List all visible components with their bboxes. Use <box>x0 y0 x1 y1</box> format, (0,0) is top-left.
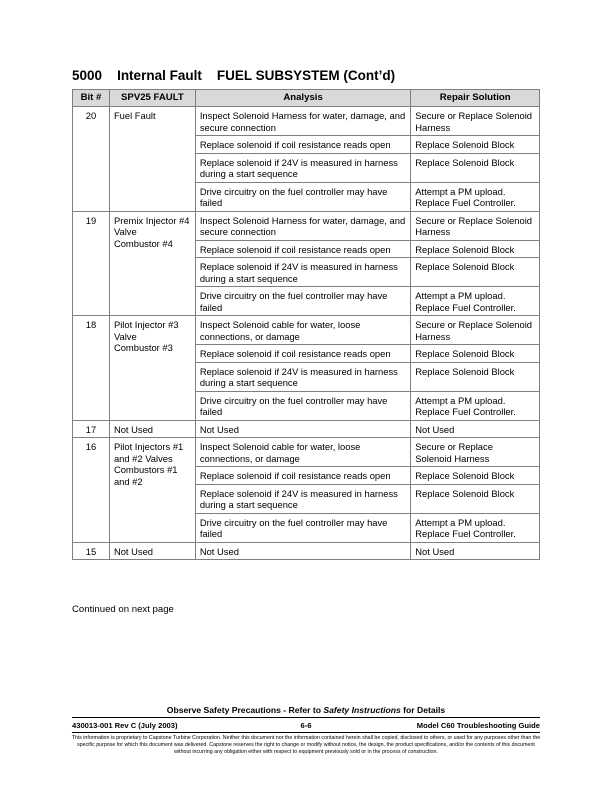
footer-rule-top <box>72 717 540 718</box>
fault-cell: Premix Injector #4 Valve Combustor #4 <box>109 211 195 316</box>
fault-cell: Fuel Fault <box>109 107 195 212</box>
table-body <box>73 107 540 560</box>
repair-cell: Attempt a PM upload. Replace Fuel Controller. <box>411 287 540 316</box>
repair-cell: Attempt a PM upload. Replace Fuel Controller. <box>411 391 540 420</box>
guide-title: Model C60 Troubleshooting Guide <box>416 721 540 730</box>
repair-cell: Secure or Replace Solenoid Harness <box>411 211 540 240</box>
analysis-cell: Replace solenoid if 24V is measured in harness during a start sequence <box>195 362 410 391</box>
subsystem-name: FUEL SUBSYSTEM (Cont’d) <box>216 68 396 83</box>
fault-cell: Not Used <box>109 542 195 560</box>
table-row <box>73 438 540 467</box>
repair-cell: Secure or Replace Solenoid Harness <box>411 107 540 136</box>
bit-number-cell: 20 <box>73 107 110 212</box>
analysis-cell: Inspect Solenoid Harness for water, damage, and secure connection <box>195 211 410 240</box>
table-row <box>73 542 540 560</box>
repair-cell: Replace Solenoid Block <box>411 258 540 287</box>
analysis-cell: Replace solenoid if coil resistance reads open <box>195 467 410 485</box>
analysis-cell: Drive circuitry on the fuel controller may have failed <box>195 513 410 542</box>
col-header-fault: SPV25 FAULT <box>109 90 195 107</box>
repair-cell: Replace Solenoid Block <box>411 345 540 363</box>
table-header-row <box>73 90 540 107</box>
repair-cell: Attempt a PM upload. Replace Fuel Controller. <box>411 182 540 211</box>
table-row <box>73 316 540 345</box>
repair-cell: Not Used <box>411 420 540 438</box>
repair-cell: Replace Solenoid Block <box>411 362 540 391</box>
table-row <box>73 211 540 240</box>
repair-cell: Attempt a PM upload. Replace Fuel Controller. <box>411 513 540 542</box>
footer-rule-bottom <box>72 732 540 733</box>
fault-cell: Pilot Injectors #1 and #2 Valves Combustors #1 and #2 <box>109 438 195 543</box>
safety-instructions-ref: Safety Instructions <box>323 705 401 715</box>
repair-cell: Replace Solenoid Block <box>411 153 540 182</box>
analysis-cell: Drive circuitry on the fuel controller may have failed <box>195 391 410 420</box>
bit-number-cell: 18 <box>73 316 110 421</box>
fault-name: Internal Fault <box>117 68 202 83</box>
fault-cell: Pilot Injector #3 Valve Combustor #3 <box>109 316 195 421</box>
bit-number-cell: 19 <box>73 211 110 316</box>
repair-cell: Replace Solenoid Block <box>411 467 540 485</box>
bit-number-cell: 15 <box>73 542 110 560</box>
safety-notice <box>72 705 540 715</box>
fault-table <box>72 89 540 560</box>
safety-prefix: Observe Safety Precautions - Refer to <box>166 705 324 715</box>
analysis-cell: Replace solenoid if 24V is measured in harness during a start sequence <box>195 153 410 182</box>
analysis-cell: Inspect Solenoid Harness for water, damage, and secure connection <box>195 107 410 136</box>
repair-cell: Replace Solenoid Block <box>411 240 540 258</box>
fault-cell: Not Used <box>109 420 195 438</box>
repair-cell: Not Used <box>411 542 540 560</box>
analysis-cell: Inspect Solenoid cable for water, loose connections, or damage <box>195 438 410 467</box>
analysis-cell: Not Used <box>195 542 410 560</box>
repair-cell: Replace Solenoid Block <box>411 136 540 154</box>
analysis-cell: Drive circuitry on the fuel controller may have failed <box>195 287 410 316</box>
safety-suffix: for Details <box>400 705 446 715</box>
col-header-analysis: Analysis <box>195 90 410 107</box>
repair-cell: Secure or Replace Solenoid Harness <box>411 316 540 345</box>
disclaimer: This information is proprietary to Capstone Turbine Corporation. Neither this document nor the information contained herein shall be copied, disclosed to others, or used for any purposes other than the specific purpose for which this document was delivered. Capstone reserves the right to change or modify without notice, the design, the product specifications, and/or the contents of this document without incurring any obligation either with respect to equipment previously sold or in the process of construction. <box>71 735 541 755</box>
analysis-cell: Replace solenoid if coil resistance reads open <box>195 136 410 154</box>
repair-cell: Replace Solenoid Block <box>411 484 540 513</box>
page-title <box>72 68 395 83</box>
page-number: 6-6 <box>300 721 312 730</box>
col-header-bit: Bit # <box>73 90 110 107</box>
doc-number: 430013-001 Rev C (July 2003) <box>72 721 178 730</box>
table-row <box>73 107 540 136</box>
bit-number-cell: 17 <box>73 420 110 438</box>
fault-code: 5000 <box>72 68 103 83</box>
repair-cell: Secure or Replace Solenoid Harness <box>411 438 540 467</box>
analysis-cell: Replace solenoid if 24V is measured in harness during a start sequence <box>195 484 410 513</box>
table-row <box>73 420 540 438</box>
analysis-cell: Replace solenoid if coil resistance reads open <box>195 240 410 258</box>
col-header-repair: Repair Solution <box>411 90 540 107</box>
bit-number-cell: 16 <box>73 438 110 543</box>
analysis-cell: Not Used <box>195 420 410 438</box>
analysis-cell: Drive circuitry on the fuel controller may have failed <box>195 182 410 211</box>
analysis-cell: Replace solenoid if coil resistance reads open <box>195 345 410 363</box>
continued-note: Continued on next page <box>72 604 174 615</box>
analysis-cell: Replace solenoid if 24V is measured in harness during a start sequence <box>195 258 410 287</box>
analysis-cell: Inspect Solenoid cable for water, loose connections, or damage <box>195 316 410 345</box>
